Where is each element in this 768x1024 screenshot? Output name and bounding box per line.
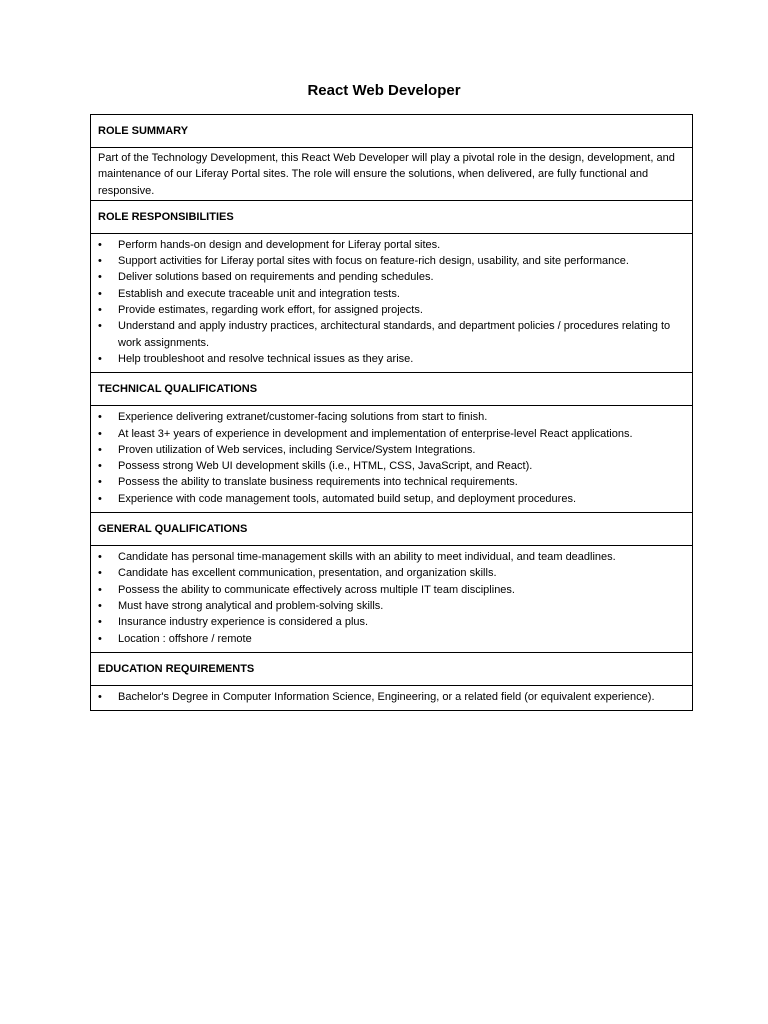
list-item: • Possess strong Web UI development skills (i.e., HTML, CSS, JavaScript, and React). bbox=[98, 458, 685, 474]
list-item: • At least 3+ years of experience in development and implementation of enterprise-level React applications. bbox=[98, 426, 685, 442]
technical-qualifications-list bbox=[98, 409, 685, 507]
role-summary-paragraph: Part of the Technology Development, this React Web Developer will play a pivotal role in the design, development, and maintenance of our Liferay Portal sites. The role will ensure the solutions, when delivered, are fully functional and responsive. bbox=[91, 148, 693, 201]
section-body-row bbox=[91, 148, 693, 201]
list-item: • Establish and execute traceable unit and integration tests. bbox=[98, 286, 685, 302]
list-item: • Experience delivering extranet/customer-facing solutions from start to finish. bbox=[98, 409, 685, 425]
section-heading-education-requirements: EDUCATION REQUIREMENTS bbox=[91, 652, 693, 685]
section-heading-role-responsibilities: ROLE RESPONSIBILITIES bbox=[91, 200, 693, 233]
technical-qualifications-cell bbox=[91, 406, 693, 513]
list-item: • Candidate has excellent communication, presentation, and organization skills. bbox=[98, 565, 685, 581]
job-description-table bbox=[90, 114, 693, 711]
list-item: • Candidate has personal time-management skills with an ability to meet individual, and team deadlines. bbox=[98, 549, 685, 565]
list-item: • Deliver solutions based on requirements and pending schedules. bbox=[98, 269, 685, 285]
section-body-row bbox=[91, 233, 693, 372]
list-item: • Location : offshore / remote bbox=[98, 631, 685, 647]
general-qualifications-list bbox=[98, 549, 685, 647]
education-requirements-list bbox=[98, 689, 685, 705]
list-item: • Perform hands-on design and development for Liferay portal sites. bbox=[98, 237, 685, 253]
list-item: • Experience with code management tools, automated build setup, and deployment procedures. bbox=[98, 491, 685, 507]
section-body-row bbox=[91, 546, 693, 653]
list-item: • Possess the ability to communicate effectively across multiple IT team disciplines. bbox=[98, 582, 685, 598]
section-header-row bbox=[91, 200, 693, 233]
list-item: • Must have strong analytical and problem-solving skills. bbox=[98, 598, 685, 614]
section-header-row bbox=[91, 115, 693, 148]
role-responsibilities-cell bbox=[91, 233, 693, 372]
document-title: React Web Developer bbox=[307, 82, 461, 99]
section-header-row bbox=[91, 652, 693, 685]
section-body-row bbox=[91, 685, 693, 710]
education-requirements-cell bbox=[91, 685, 693, 710]
role-responsibilities-list bbox=[98, 237, 685, 367]
section-heading-general-qualifications: GENERAL QUALIFICATIONS bbox=[91, 513, 693, 546]
list-item: • Possess the ability to translate business requirements into technical requirements. bbox=[98, 474, 685, 490]
list-item: • Provide estimates, regarding work effort, for assigned projects. bbox=[98, 302, 685, 318]
section-header-row bbox=[91, 513, 693, 546]
list-item: • Proven utilization of Web services, including Service/System Integrations. bbox=[98, 442, 685, 458]
general-qualifications-cell bbox=[91, 546, 693, 653]
section-body-row bbox=[91, 406, 693, 513]
list-item: • Support activities for Liferay portal sites with focus on feature-rich design, usability, and site performance. bbox=[98, 253, 685, 269]
list-item: • Understand and apply industry practices, architectural standards, and department policies / procedures relating to work assignments. bbox=[98, 318, 685, 351]
section-heading-technical-qualifications: TECHNICAL QUALIFICATIONS bbox=[91, 373, 693, 406]
section-heading-role-summary: ROLE SUMMARY bbox=[91, 115, 693, 148]
list-item: • Help troubleshoot and resolve technical issues as they arise. bbox=[98, 351, 685, 367]
list-item: • Insurance industry experience is considered a plus. bbox=[98, 614, 685, 630]
section-header-row bbox=[91, 373, 693, 406]
list-item: • Bachelor's Degree in Computer Information Science, Engineering, or a related field (or equivalent experience). bbox=[98, 689, 685, 705]
